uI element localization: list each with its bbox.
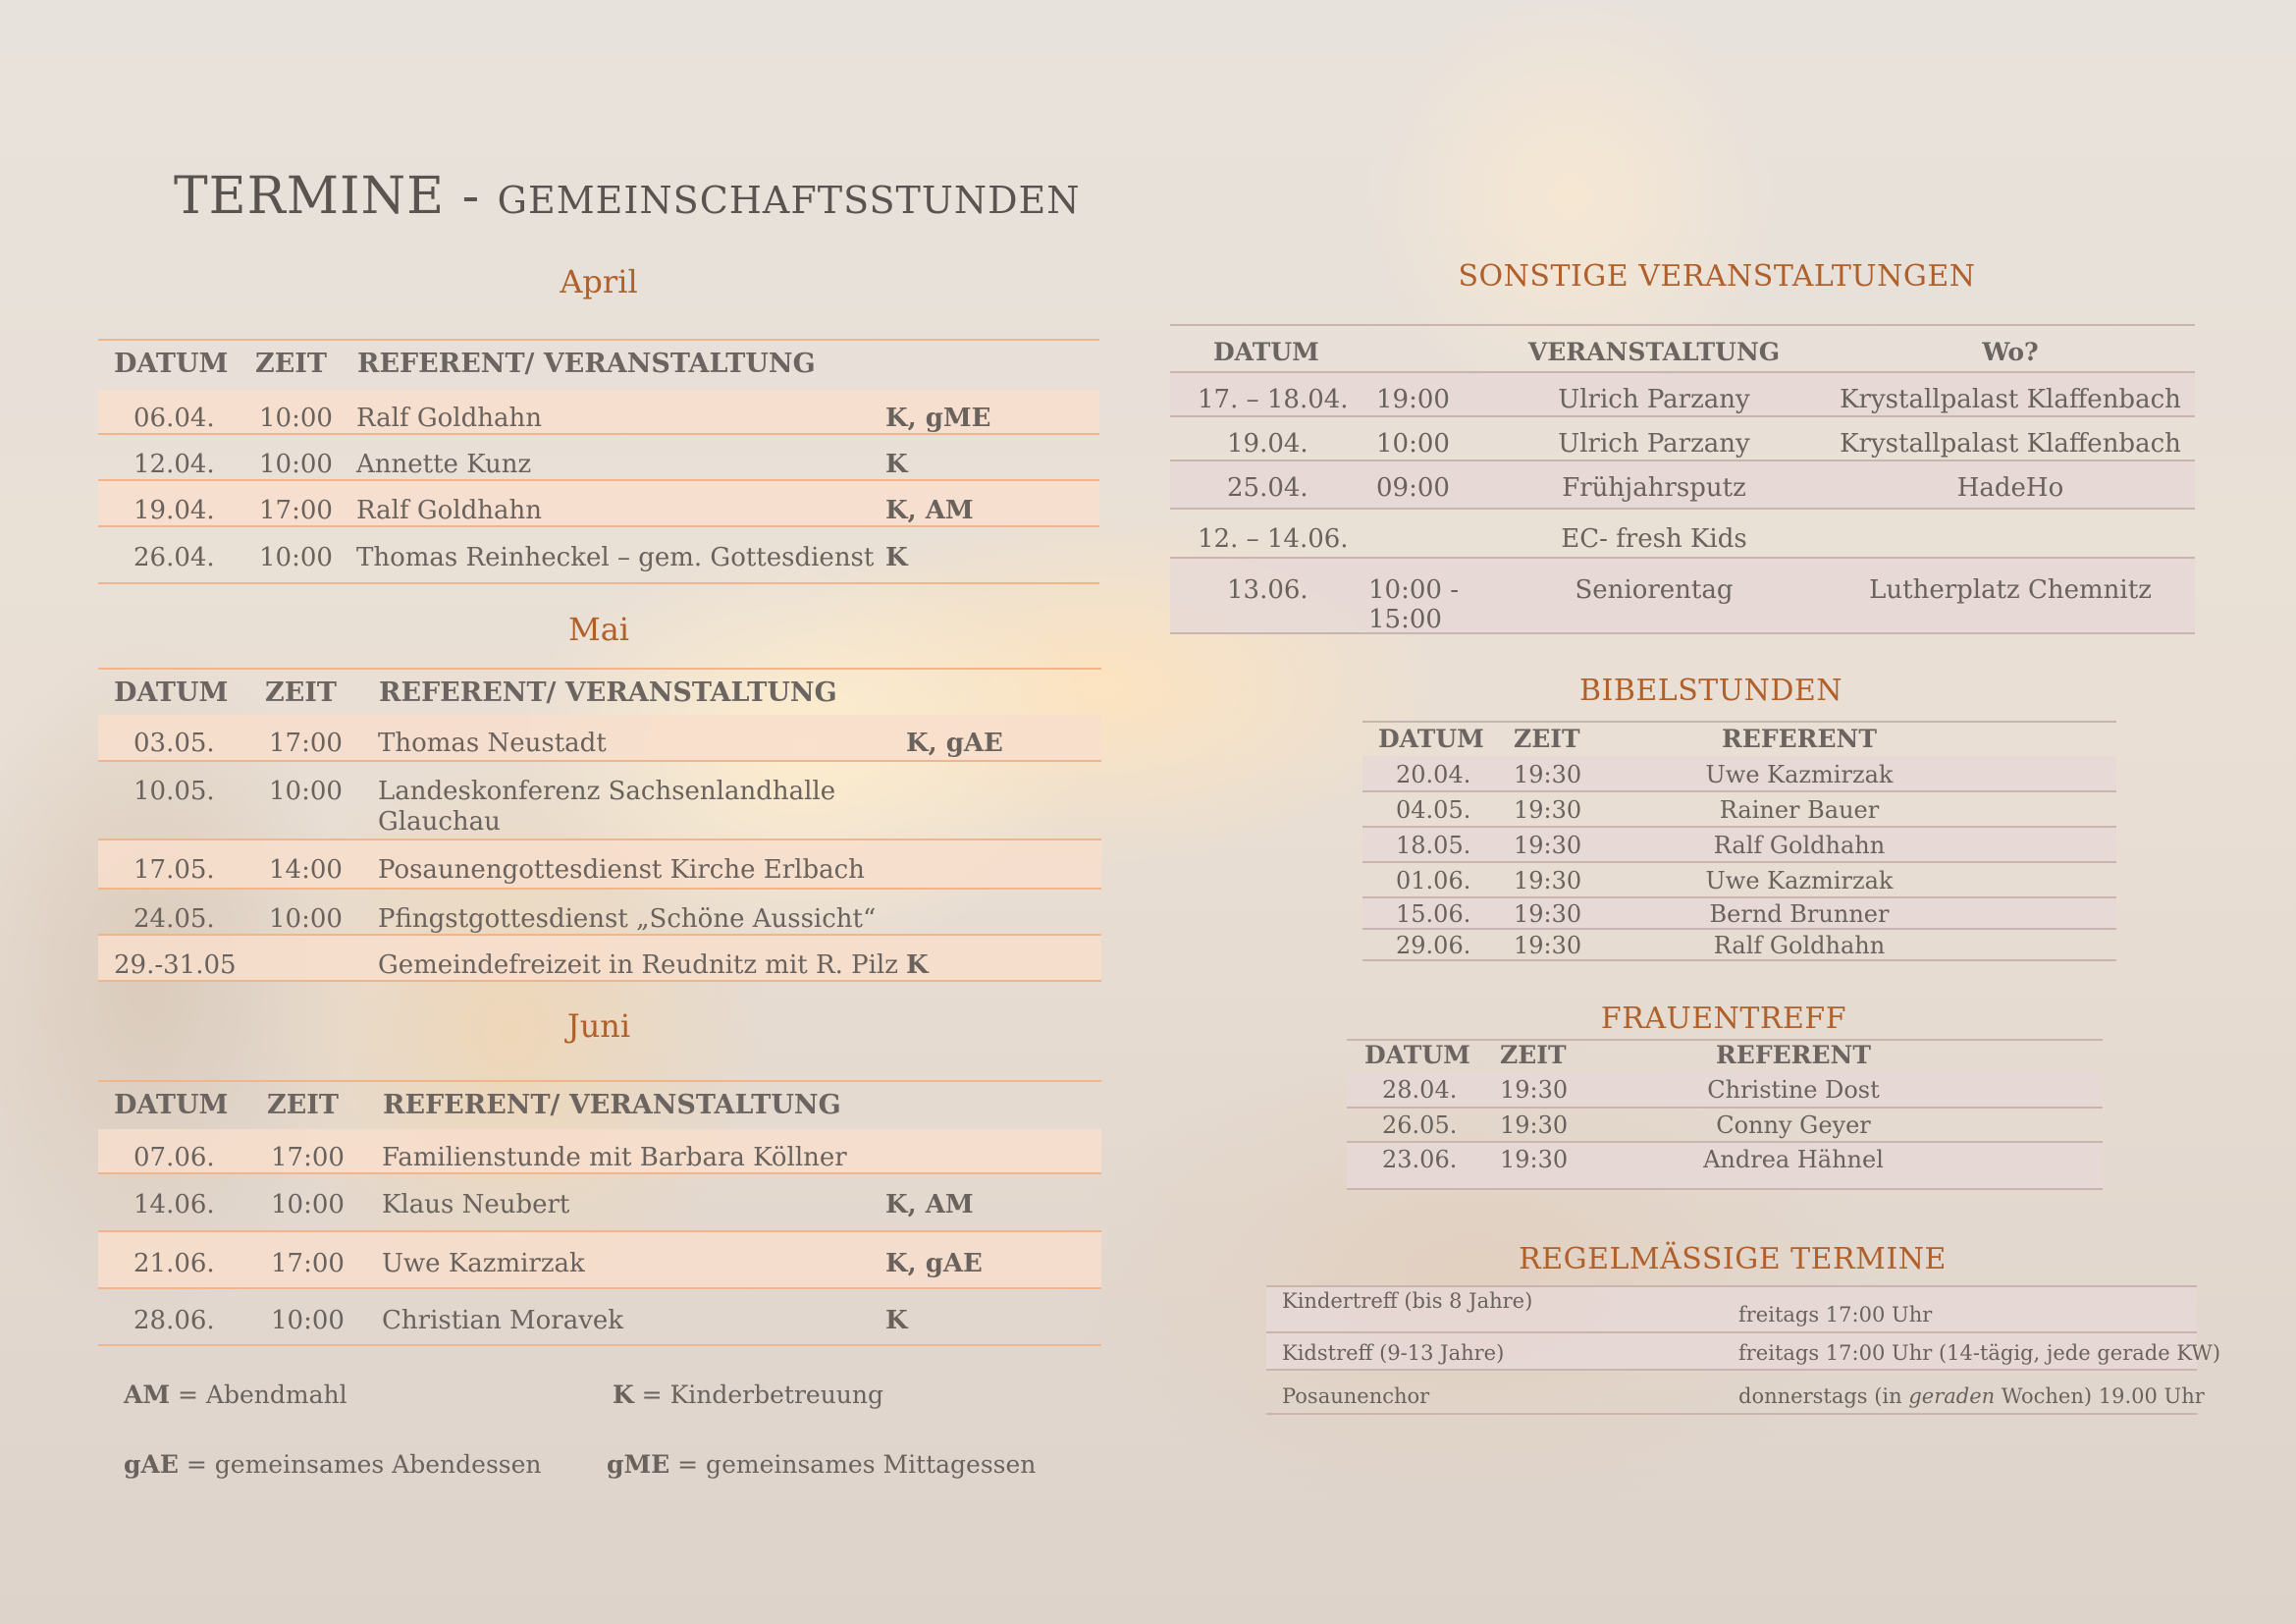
- header-referent: REFERENT/ VERANSTALTUNG: [383, 1090, 841, 1120]
- row-time: 19:30: [1514, 832, 1582, 859]
- row-time-line2: 15:00: [1368, 605, 1442, 634]
- legend-gme: gME = gemeinsames Mittagessen: [607, 1450, 1037, 1479]
- row-tags: K: [885, 1306, 908, 1335]
- row-label: Posaunenchor: [1282, 1384, 1430, 1408]
- header-datum: DATUM: [114, 677, 229, 708]
- row-date: 04.05.: [1396, 796, 1471, 824]
- table-row: [1362, 898, 2116, 930]
- row-time: 14:00: [269, 855, 343, 885]
- table-header: [98, 1090, 1101, 1129]
- table-row: [98, 936, 1101, 982]
- row-time: 17:00: [271, 1143, 345, 1172]
- table-row: [98, 1289, 1101, 1346]
- page-title: TERMINE - GEMEINSCHAFTSSTUNDEN: [174, 167, 1081, 226]
- table-row: [1266, 1333, 2221, 1371]
- divider: [98, 668, 1101, 670]
- row-event: Uwe Kazmirzak: [382, 1249, 585, 1278]
- row-name: Ralf Goldhahn: [1713, 932, 1886, 959]
- row-date: 19.04.: [1227, 429, 1308, 459]
- header-referent: REFERENT/ VERANSTALTUNG: [357, 349, 816, 379]
- table-row: [98, 762, 1101, 840]
- month-heading-mai: Mai: [567, 611, 630, 648]
- row-date: 17. – 18.04.: [1198, 385, 1349, 414]
- row-event: Landeskonferenz Sachsenlandhalle: [378, 777, 836, 806]
- table-header: [1170, 338, 2195, 373]
- row-date: 19.04.: [133, 496, 215, 525]
- row-time: 19:00: [1376, 385, 1450, 414]
- table-row: [98, 390, 1099, 435]
- row-event: Posaunengottesdienst Kirche Erlbach: [378, 855, 865, 885]
- row-date: 23.06.: [1382, 1146, 1458, 1173]
- row-event: Ulrich Parzany: [1558, 385, 1750, 414]
- row-date: 10.05.: [133, 777, 215, 806]
- row-date: 25.04.: [1227, 473, 1308, 503]
- table-row: [1347, 1143, 2103, 1190]
- row-event: Ralf Goldhahn: [356, 496, 542, 525]
- table-row: [1362, 863, 2116, 898]
- row-time: 19:30: [1514, 796, 1582, 824]
- table-row: [1266, 1371, 2205, 1415]
- row-date: 18.05.: [1396, 832, 1471, 859]
- table-row: [98, 840, 1101, 890]
- row-where: HadeHo: [1956, 473, 2064, 503]
- legend-gae: gAE = gemeinsames Abendessen: [124, 1450, 542, 1479]
- row-time: 10:00: [271, 1190, 345, 1219]
- table-row: [1362, 792, 2116, 828]
- row-date: 17.05.: [133, 855, 215, 885]
- row-label: Kidstreff (9-13 Jahre): [1282, 1341, 1505, 1365]
- table-row: [1170, 461, 2195, 510]
- row-time: 19:30: [1514, 900, 1582, 928]
- row-name: Uwe Kazmirzak: [1705, 867, 1894, 894]
- row-event: Frühjahrsputz: [1562, 473, 1746, 503]
- header-zeit: ZEIT: [255, 349, 328, 379]
- row-where: Lutherplatz Chemnitz: [1869, 575, 2152, 605]
- table-row: [1170, 510, 2195, 559]
- table-row: [1362, 756, 2116, 792]
- table-row: [98, 527, 1099, 584]
- table-row: [1347, 1109, 2103, 1143]
- row-event: Gemeindefreizeit in Reudnitz mit R. Pilz: [378, 950, 898, 980]
- row-event: Klaus Neubert: [382, 1190, 570, 1219]
- legend-am: AM = Abendmahl: [124, 1380, 347, 1409]
- legend-k: K = Kinderbetreuung: [613, 1380, 883, 1409]
- row-date: 06.04.: [133, 404, 215, 433]
- table-row: [98, 1129, 1101, 1174]
- row-event: Christian Moravek: [382, 1306, 624, 1335]
- header-datum: DATUM: [1378, 725, 1484, 753]
- table-row: [1362, 828, 2116, 863]
- header-wo: Wo?: [1982, 338, 2039, 366]
- table-row: [1170, 559, 2195, 634]
- row-tags: K, AM: [885, 1190, 974, 1219]
- row-when: freitags 17:00 Uhr: [1738, 1303, 1933, 1326]
- row-event: Thomas Reinheckel – gem. Gottesdienst: [356, 543, 875, 572]
- month-heading-juni: Juni: [566, 1007, 631, 1045]
- header-zeit: ZEIT: [1500, 1041, 1567, 1069]
- row-event: EC- fresh Kids: [1561, 524, 1747, 554]
- row-time: 17:00: [259, 496, 333, 525]
- header-zeit: ZEIT: [265, 677, 338, 708]
- row-name: Andrea Hähnel: [1703, 1146, 1884, 1173]
- table-row: [1347, 1072, 2103, 1109]
- row-time: 19:30: [1500, 1146, 1569, 1173]
- header-datum: DATUM: [1213, 338, 1319, 366]
- row-tags: K: [885, 543, 908, 572]
- row-event: Familienstunde mit Barbara Köllner: [382, 1143, 847, 1172]
- row-time: 10:00: [269, 904, 343, 934]
- row-time: 10:00: [271, 1306, 345, 1335]
- row-time: 17:00: [271, 1249, 345, 1278]
- row-date: 29.-31.05: [114, 950, 237, 980]
- row-time: 19:30: [1514, 867, 1582, 894]
- table-header: [98, 349, 1099, 390]
- row-time: 19:30: [1514, 761, 1582, 788]
- row-name: Rainer Bauer: [1719, 796, 1880, 824]
- header-referent: REFERENT: [1716, 1041, 1871, 1069]
- page-subtitle: GEMEINSCHAFTSSTUNDEN: [497, 179, 1081, 222]
- header-veranstaltung: VERANSTALTUNG: [1527, 338, 1781, 366]
- row-date: 07.06.: [133, 1143, 215, 1172]
- divider: [1170, 324, 2195, 326]
- row-when: freitags 17:00 Uhr (14-tägig, jede gerade KW): [1738, 1341, 2221, 1365]
- row-name: Bernd Brunner: [1709, 900, 1890, 928]
- row-where: Krystallpalast Klaffenbach: [1840, 429, 2181, 459]
- row-event: Seniorentag: [1575, 575, 1734, 605]
- header-zeit: ZEIT: [1514, 725, 1580, 753]
- table-row: [1170, 417, 2195, 461]
- row-date: 12. – 14.06.: [1198, 524, 1349, 554]
- row-tags: K: [885, 450, 908, 479]
- row-tags: K, gME: [885, 404, 991, 433]
- row-time: 19:30: [1514, 932, 1582, 959]
- row-where: Krystallpalast Klaffenbach: [1840, 385, 2181, 414]
- header-zeit: ZEIT: [267, 1090, 340, 1120]
- header-datum: DATUM: [114, 1090, 229, 1120]
- month-heading-april: April: [560, 263, 638, 300]
- row-event: Ralf Goldhahn: [356, 404, 542, 433]
- row-event: Annette Kunz: [356, 450, 532, 479]
- row-date: 13.06.: [1227, 575, 1308, 605]
- row-time: 10:00: [259, 404, 333, 433]
- row-date: 20.04.: [1396, 761, 1471, 788]
- row-date: 12.04.: [133, 450, 215, 479]
- table-header: [98, 677, 1101, 715]
- row-time: 19:30: [1500, 1076, 1569, 1104]
- row-tags: K, gAE: [906, 729, 1003, 758]
- row-name: Christine Dost: [1707, 1076, 1880, 1104]
- row-date: 14.06.: [133, 1190, 215, 1219]
- row-time: 19:30: [1500, 1111, 1569, 1139]
- row-time: 09:00: [1376, 473, 1450, 503]
- table-row: [98, 715, 1101, 762]
- row-date: 26.04.: [133, 543, 215, 572]
- row-date: 24.05.: [133, 904, 215, 934]
- row-name: Uwe Kazmirzak: [1705, 761, 1894, 788]
- row-date: 28.04.: [1382, 1076, 1458, 1104]
- row-event: Ulrich Parzany: [1558, 429, 1750, 459]
- row-tags: K, AM: [885, 496, 974, 525]
- row-name: Conny Geyer: [1716, 1111, 1871, 1139]
- table-row: [98, 890, 1101, 936]
- table-row: [98, 1174, 1101, 1232]
- row-date: 03.05.: [133, 729, 215, 758]
- row-when: donnerstags (in geraden Wochen) 19.00 Uhr: [1738, 1384, 2205, 1408]
- row-time: 10:00: [259, 543, 333, 572]
- header-referent: REFERENT: [1722, 725, 1877, 753]
- row-name: Ralf Goldhahn: [1713, 832, 1886, 859]
- row-event: Pfingstgottesdienst „Schöne Aussicht“: [378, 904, 877, 934]
- row-time: 10:00: [259, 450, 333, 479]
- row-date: 21.06.: [133, 1249, 215, 1278]
- row-time: 10:00 -: [1368, 575, 1459, 605]
- header-datum: DATUM: [114, 349, 229, 379]
- row-date: 28.06.: [133, 1306, 215, 1335]
- table-row: [1266, 1287, 2197, 1333]
- section-title-sonstige: SONSTIGE VERANSTALTUNGEN: [1458, 259, 1976, 294]
- table-row: [1170, 373, 2195, 417]
- row-date: 15.06.: [1396, 900, 1471, 928]
- row-event-line2: Glauchau: [378, 807, 501, 837]
- row-date: 01.06.: [1396, 867, 1471, 894]
- section-title-frauentreff: FRAUENTREFF: [1600, 1001, 1847, 1036]
- row-tags: K, gAE: [885, 1249, 983, 1278]
- table-header: [1347, 1039, 2103, 1074]
- table-row: [98, 1232, 1101, 1289]
- row-date: 26.05.: [1382, 1111, 1458, 1139]
- divider: [98, 1080, 1101, 1082]
- row-label: Kindertreff (bis 8 Jahre): [1282, 1289, 1533, 1313]
- table-row: [98, 435, 1099, 481]
- table-header: [1362, 721, 2116, 758]
- table-row: [1362, 930, 2116, 961]
- table-row: [98, 481, 1099, 527]
- section-title-regelmaessig: REGELMÄSSIGE TERMINE: [1519, 1242, 1947, 1276]
- row-event: Thomas Neustadt: [378, 729, 607, 758]
- row-tags: K: [906, 950, 929, 980]
- header-datum: DATUM: [1364, 1041, 1470, 1069]
- divider: [98, 339, 1099, 341]
- row-time: 10:00: [1376, 429, 1450, 459]
- row-time: 10:00: [269, 777, 343, 806]
- header-referent: REFERENT/ VERANSTALTUNG: [379, 677, 837, 708]
- row-date: 29.06.: [1396, 932, 1471, 959]
- section-title-bibelstunden: BIBELSTUNDEN: [1578, 674, 1843, 708]
- row-time: 17:00: [269, 729, 343, 758]
